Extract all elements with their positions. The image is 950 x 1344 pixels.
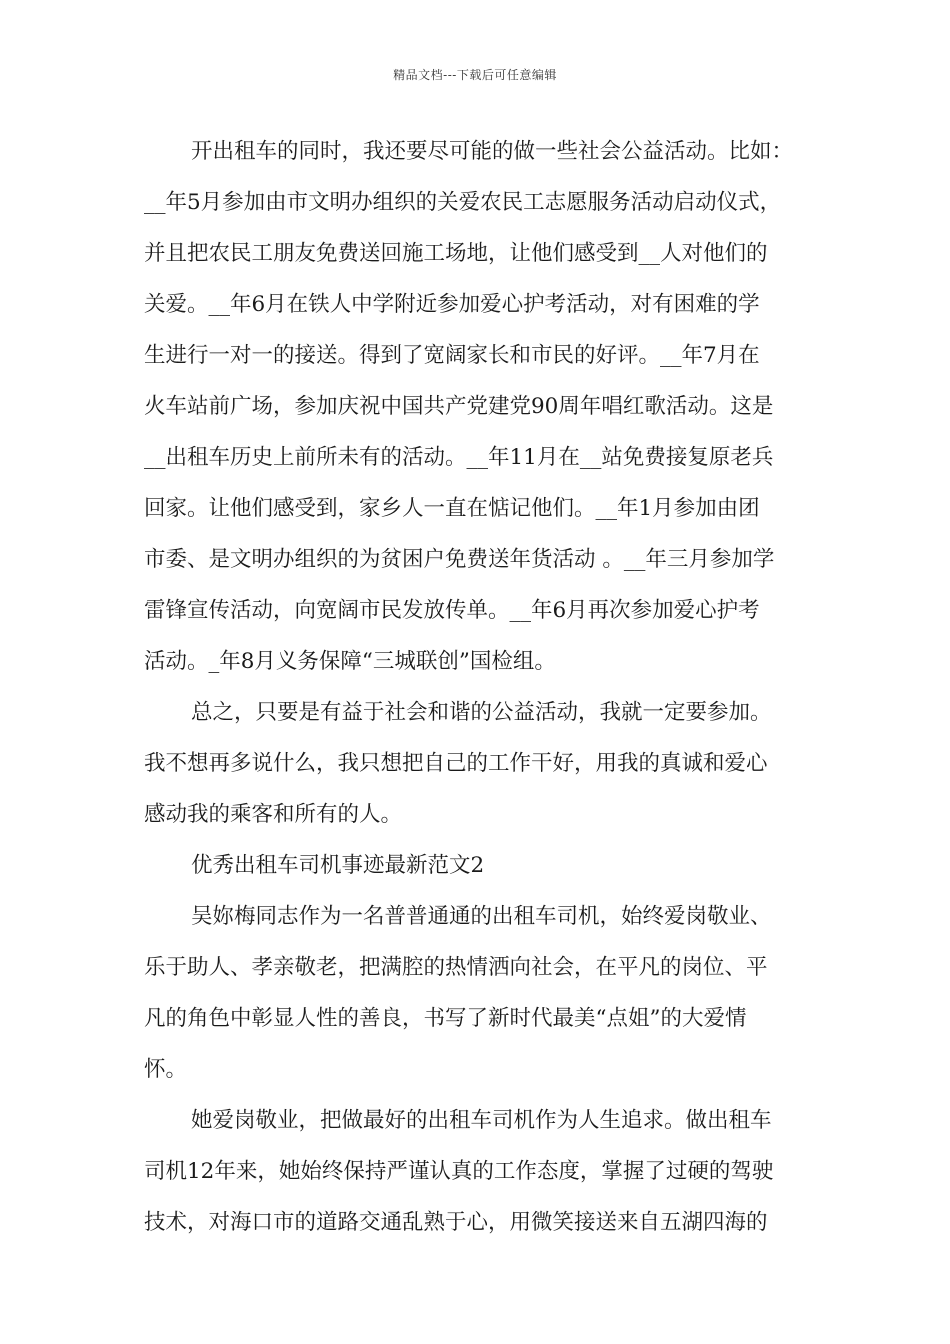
paragraph-line: 总之，只要是有益于社会和谐的公益活动，我就一定要参加。 xyxy=(191,700,772,725)
paragraph-line: 司机12年来，她始终保持严谨认真的工作态度，掌握了过硬的驾驶 xyxy=(144,1159,774,1184)
paragraph-line: 感动我的乘客和所有的人。 xyxy=(144,802,403,827)
paragraph-line: 乐于助人、孝亲敬老，把满腔的热情洒向社会，在平凡的岗位、平 xyxy=(144,955,768,980)
paragraph-line: 开出租车的同时，我还要尽可能的做一些社会公益活动。比如： xyxy=(191,139,794,164)
section-heading: 优秀出租车司机事迹最新范文2 xyxy=(191,853,485,878)
document-body xyxy=(144,126,814,1248)
paragraph-line: 吴妳梅同志作为一名普普通通的出租车司机，始终爱岗敬业、 xyxy=(191,904,772,929)
paragraph-line: 雷锋宣传活动，向宽阔市民发放传单。__年6月再次参加爱心护考 xyxy=(144,598,760,623)
paragraph-line: 活动。_年8月义务保障“三城联创”国检组。 xyxy=(144,649,556,674)
paragraph-line: 关爱。__年6月在铁人中学附近参加爱心护考活动，对有困难的学 xyxy=(144,292,760,317)
paragraph-line: 并且把农民工朋友免费送回施工场地，让他们感受到__人对他们的 xyxy=(144,241,768,266)
paragraph-line: __出租车历史上前所未有的活动。__年11月在__站免费接复原老兵 xyxy=(144,445,774,470)
paragraph-line: 市委、是文明办组织的为贫困户免费送年货活动 。__年三月参加学 xyxy=(144,547,775,572)
paragraph-line: 凡的角色中彰显人性的善良，书写了新时代最美“点姐”的大爱情 xyxy=(144,1006,747,1031)
paragraph-line: 生进行一对一的接送。得到了宽阔家长和市民的好评。__年7月在 xyxy=(144,343,760,368)
paragraph-line: __年5月参加由市文明办组织的关爱农民工志愿服务活动启动仪式， xyxy=(144,190,782,215)
page-header: 精品文档---下载后可任意编辑 xyxy=(393,68,557,82)
paragraph-line: 技术，对海口市的道路交通乱熟于心，用微笑接送来自五湖四海的 xyxy=(144,1210,768,1235)
paragraph-line: 怀。 xyxy=(144,1057,188,1082)
paragraph-line: 我不想再多说什么，我只想把自己的工作干好，用我的真诚和爱心 xyxy=(144,751,768,776)
paragraph-line: 回家。让他们感受到，家乡人一直在惦记他们。__年1月参加由团 xyxy=(144,496,760,521)
paragraph-line: 她爱岗敬业，把做最好的出租车司机作为人生追求。做出租车 xyxy=(191,1108,772,1133)
paragraph-line: 火车站前广场，参加庆祝中国共产党建党90周年唱红歌活动。这是 xyxy=(144,394,774,419)
